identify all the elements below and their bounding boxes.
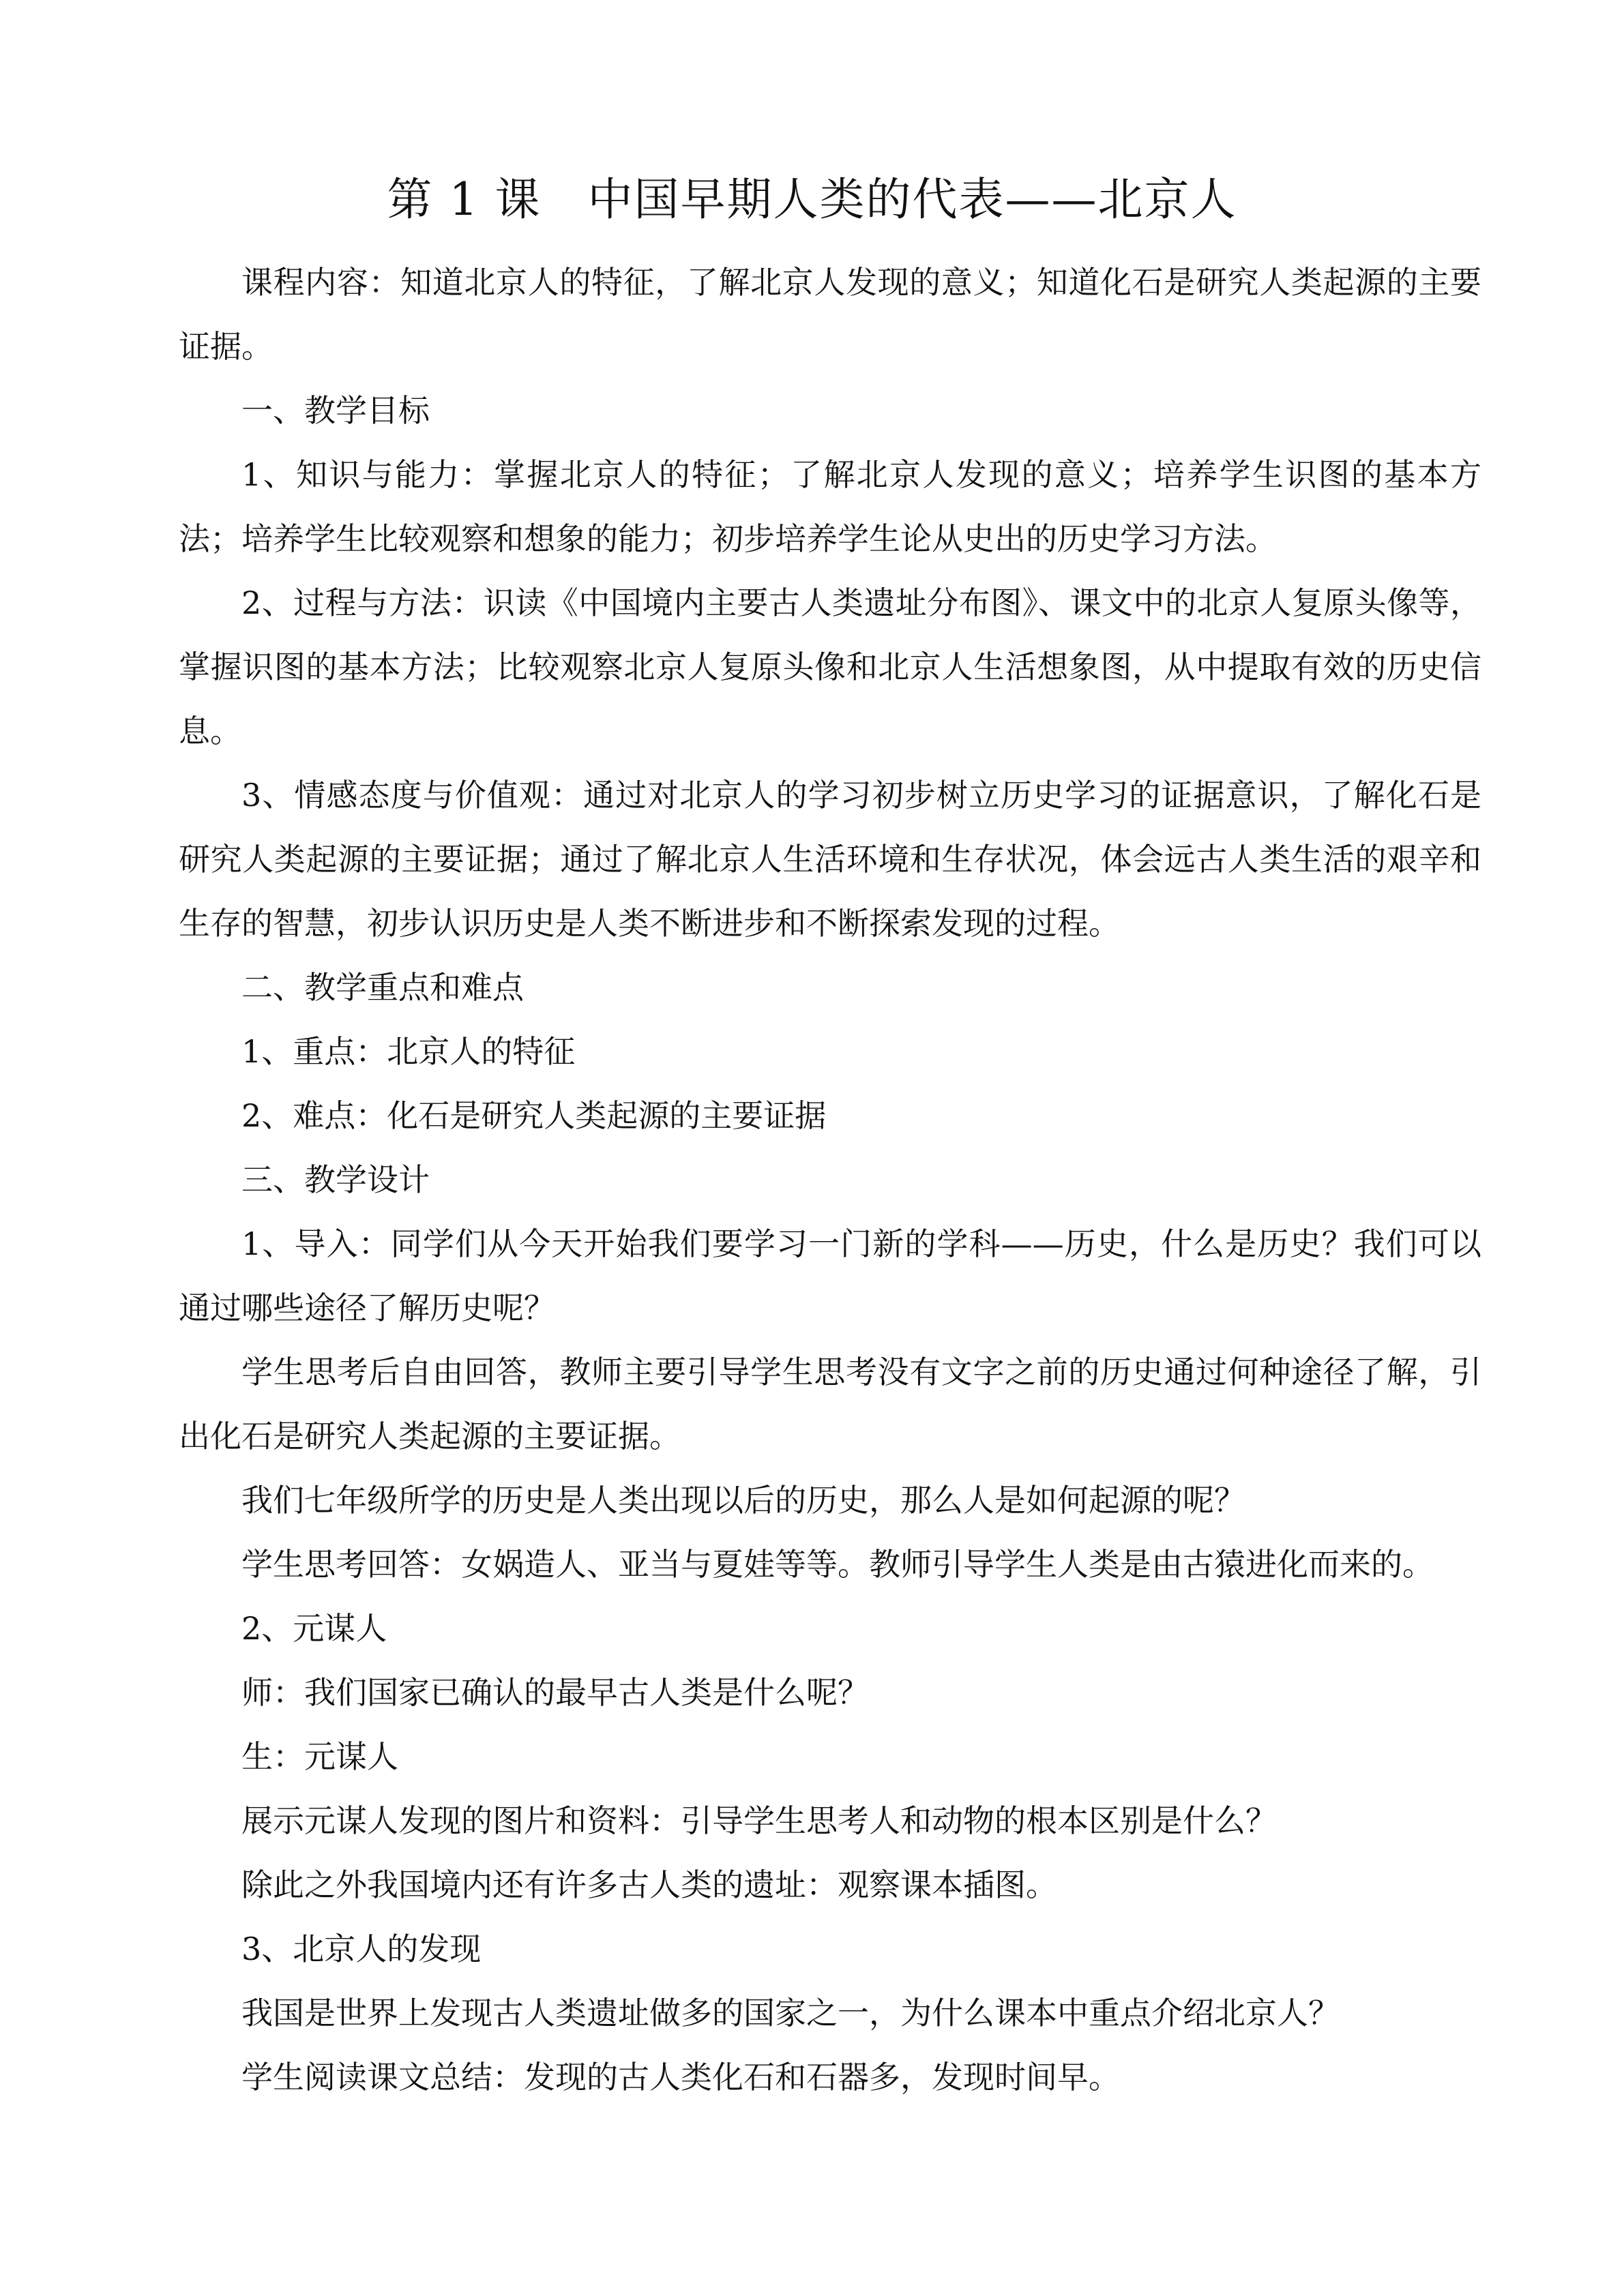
paragraph-difficult-point: 2、难点：化石是研究人类起源的主要证据	[241, 1097, 827, 1134]
heading-yuanmou-man: 2、元谋人	[241, 1610, 387, 1647]
paragraph-student-reply: 生：元谋人	[241, 1738, 398, 1775]
page-title: 第 1 课 中国早期人类的代表——北京人	[387, 173, 1237, 226]
paragraph-other-sites: 除此之外我国境内还有许多古人类的遗址：观察课本插图。	[241, 1866, 1057, 1903]
paragraph-show-materials: 展示元谋人发现的图片和资料：引导学生思考人和动物的根本区别是什么？	[241, 1802, 1277, 1839]
paragraph-origin-question: 我们七年级所学的历史是人类出现以后的历史，那么人是如何起源的呢？	[241, 1482, 1245, 1519]
heading-peking-man-discovery: 3、北京人的发现	[241, 1930, 482, 1967]
paragraph-summary: 学生阅读课文总结：发现的古人类化石和石器多，发现时间早。	[241, 2059, 1120, 2096]
heading-teaching-goals: 一、教学目标	[241, 392, 430, 429]
paragraph-why-peking-man: 我国是世界上发现古人类遗址做多的国家之一，为什么课本中重点介绍北京人？	[241, 1995, 1340, 2031]
paragraph-student-thinking: 学生思考回答：女娲造人、亚当与夏娃等等。教师引导学生人类是由古猿进化而来的。	[241, 1546, 1434, 1583]
paragraph-teacher-question: 师：我们国家已确认的最早古人类是什么呢？	[241, 1674, 869, 1711]
paragraph-student-answer: 学生思考后自由回答，教师主要引导学生思考没有文字之前的历史通过何种途径了解，引出化石是研究人类起源的主要证据。	[179, 1354, 1481, 1455]
paragraph-goal-emotion: 3、情感态度与价值观：通过对北京人的学习初步树立历史学习的证据意识，了解化石是研究人类起源的主要证据；通过了解北京人生活环境和生存状况，体会远古人类生活的艰辛和生存的智慧，初步认识历史是人类不断进步和不断探索发现的过程。	[179, 777, 1481, 942]
document-body	[179, 250, 1481, 2109]
paragraph-key-point: 1、重点：北京人的特征	[241, 1033, 576, 1070]
paragraph-goal-knowledge: 1、知识与能力：掌握北京人的特征；了解北京人发现的意义；培养学生识图的基本方法；培养学生比较观察和想象的能力；初步培养学生论从史出的历史学习方法。	[179, 456, 1481, 557]
heading-teaching-design: 三、教学设计	[241, 1161, 430, 1198]
paragraph-course-content: 课程内容：知道北京人的特征，了解北京人发现的意义；知道化石是研究人类起源的主要证据。	[179, 264, 1481, 365]
paragraph-goal-process: 2、过程与方法：识读《中国境内主要古人类遗址分布图》、课文中的北京人复原头像等，掌握识图的基本方法；比较观察北京人复原头像和北京人生活想象图，从中提取有效的历史信息。	[179, 584, 1481, 749]
heading-key-points: 二、教学重点和难点	[241, 969, 524, 1006]
paragraph-introduction: 1、导入：同学们从今天开始我们要学习一门新的学科——历史，什么是历史？我们可以通过哪些途径了解历史呢？	[179, 1225, 1481, 1326]
